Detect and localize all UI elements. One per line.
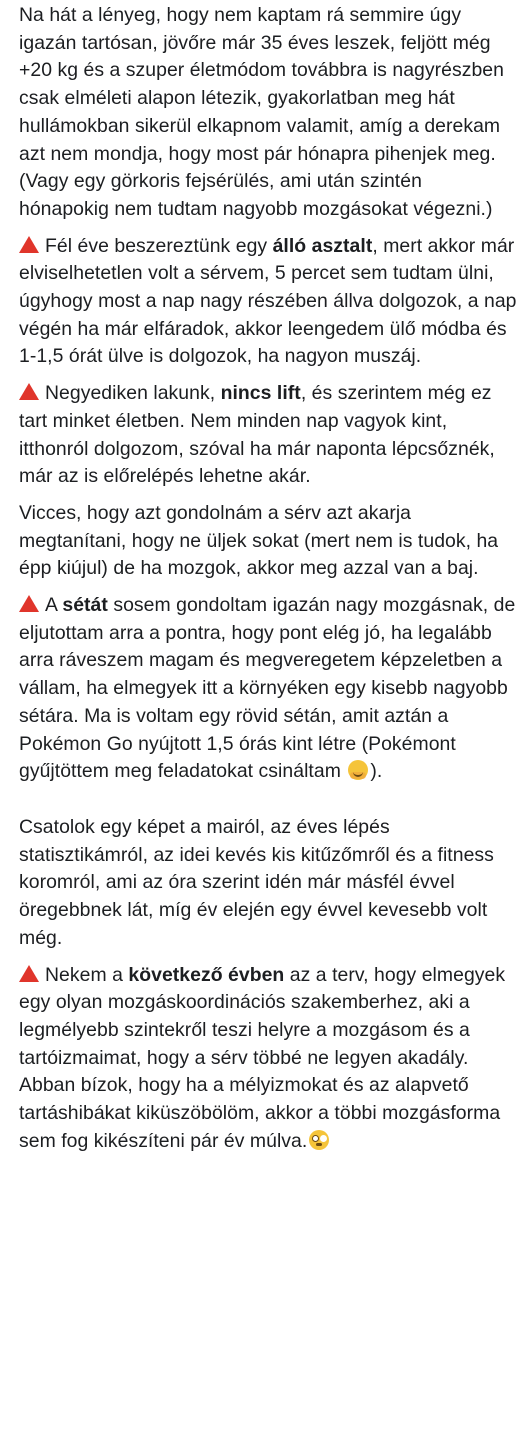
paragraph-intro <box>19 2 517 224</box>
paragraph-text: Nekem a <box>45 963 129 986</box>
red-triangle-icon <box>19 236 39 253</box>
paragraph-no-lift <box>19 380 517 491</box>
paragraph-text: Vicces, hogy azt gondolnám a sérv azt akarja megtanítani, hogy ne üljek sokat (mert nem is tudok, ha épp kiújul) de ha mozgok, akkor meg azzal van a baj. <box>19 501 499 580</box>
paragraph-text: Na hát a lényeg, hogy nem kaptam rá semmire úgy igazán tartósan, jövőre már 35 éves leszek, feljött még +20 kg és a szuper életmódom továbbra is nagyrészben csak elméleti alapon létezik, gyakorlatban meg hát hullámokban sikerül elkapnom valamit, amíg a derekam azt nem mondja, hogy most pár hónapra pihenjek meg. (Vagy egy görkoris fejsérülés, ami után szintén hónapokig nem tudtam nagyobb mozgásokat végezni.) <box>19 4 504 220</box>
bold-text: álló asztalt <box>272 234 373 257</box>
bold-text: nincs lift <box>220 382 301 405</box>
paragraph-funny <box>19 500 517 583</box>
paragraph-text: A <box>45 594 63 617</box>
paragraph-text: Fél éve beszereztünk egy <box>45 234 273 257</box>
hugging-face-icon <box>348 760 368 780</box>
bold-text: sétát <box>62 594 108 617</box>
paragraph-walking <box>19 592 517 786</box>
paragraph-text: , mert akkor már elviselhetetlen volt a sérvem, 5 percet sem tudtam ülni, úgyhogy most a nap nagy részében állva dolgozok, a nap végén ha már elfáradok, akkor leengedem ülő módba és 1-1,5 órát ülve is dolgozok, ha nagyon muszáj. <box>19 234 517 368</box>
red-triangle-icon <box>19 595 39 612</box>
paragraph-text: ). <box>370 760 383 783</box>
paragraph-text: , és szerintem még ez tart minket életben. Nem minden nap vagyok kint, itthonról dolgozom, szóval ha már naponta lépcsőznék, már az is előrelépés lehetne akár. <box>19 382 495 488</box>
flushed-face-icon <box>309 1130 329 1150</box>
paragraph-text: az a terv, hogy elmegyek egy olyan mozgáskoordinációs szakemberhez, aki a legmélyebb szintekről teszi helyre a mozgásom és a tartóizmaimat, hogy a sérv többé ne legyen akadály. Abban bízok, hogy ha a mélyizmokat és az alapvető tartáshibákat kiküszöbölöm, akkor a többi mozgásforma sem fog kikészíteni pár év múlva. <box>19 963 506 1152</box>
bold-text: következő évben <box>128 963 285 986</box>
paragraph-text: Negyediken lakunk, <box>45 382 221 405</box>
paragraph-text: Csatolok egy képet a mairól, az éves lépés statisztikámról, az idei kevés kis kitűzőmről és a fitness koromról, ami az óra szerint idén már másfél évvel öregebbnek lát, míg év elején egy évvel kevesebb volt még. <box>19 815 494 949</box>
paragraph-text: sosem gondoltam igazán nagy mozgásnak, de eljutottam arra a pontra, hogy pont elég jó, ha legalább arra ráveszem magam és megveregetem képzeletben a vállam, ha elmegyek itt a környéken egy kisebb nagyobb sétára. Ma is voltam egy rövid sétán, amit aztán a Pokémon Go nyújtott 1,5 órás kint létre (Pokémont gyűjtöttem meg feladatokat csináltam <box>19 594 516 783</box>
red-triangle-icon <box>19 965 39 982</box>
paragraph-attachment <box>19 814 517 953</box>
post-body <box>19 2 517 1164</box>
paragraph-standing-desk <box>19 233 517 372</box>
paragraph-next-year <box>19 962 517 1156</box>
red-triangle-icon <box>19 383 39 400</box>
